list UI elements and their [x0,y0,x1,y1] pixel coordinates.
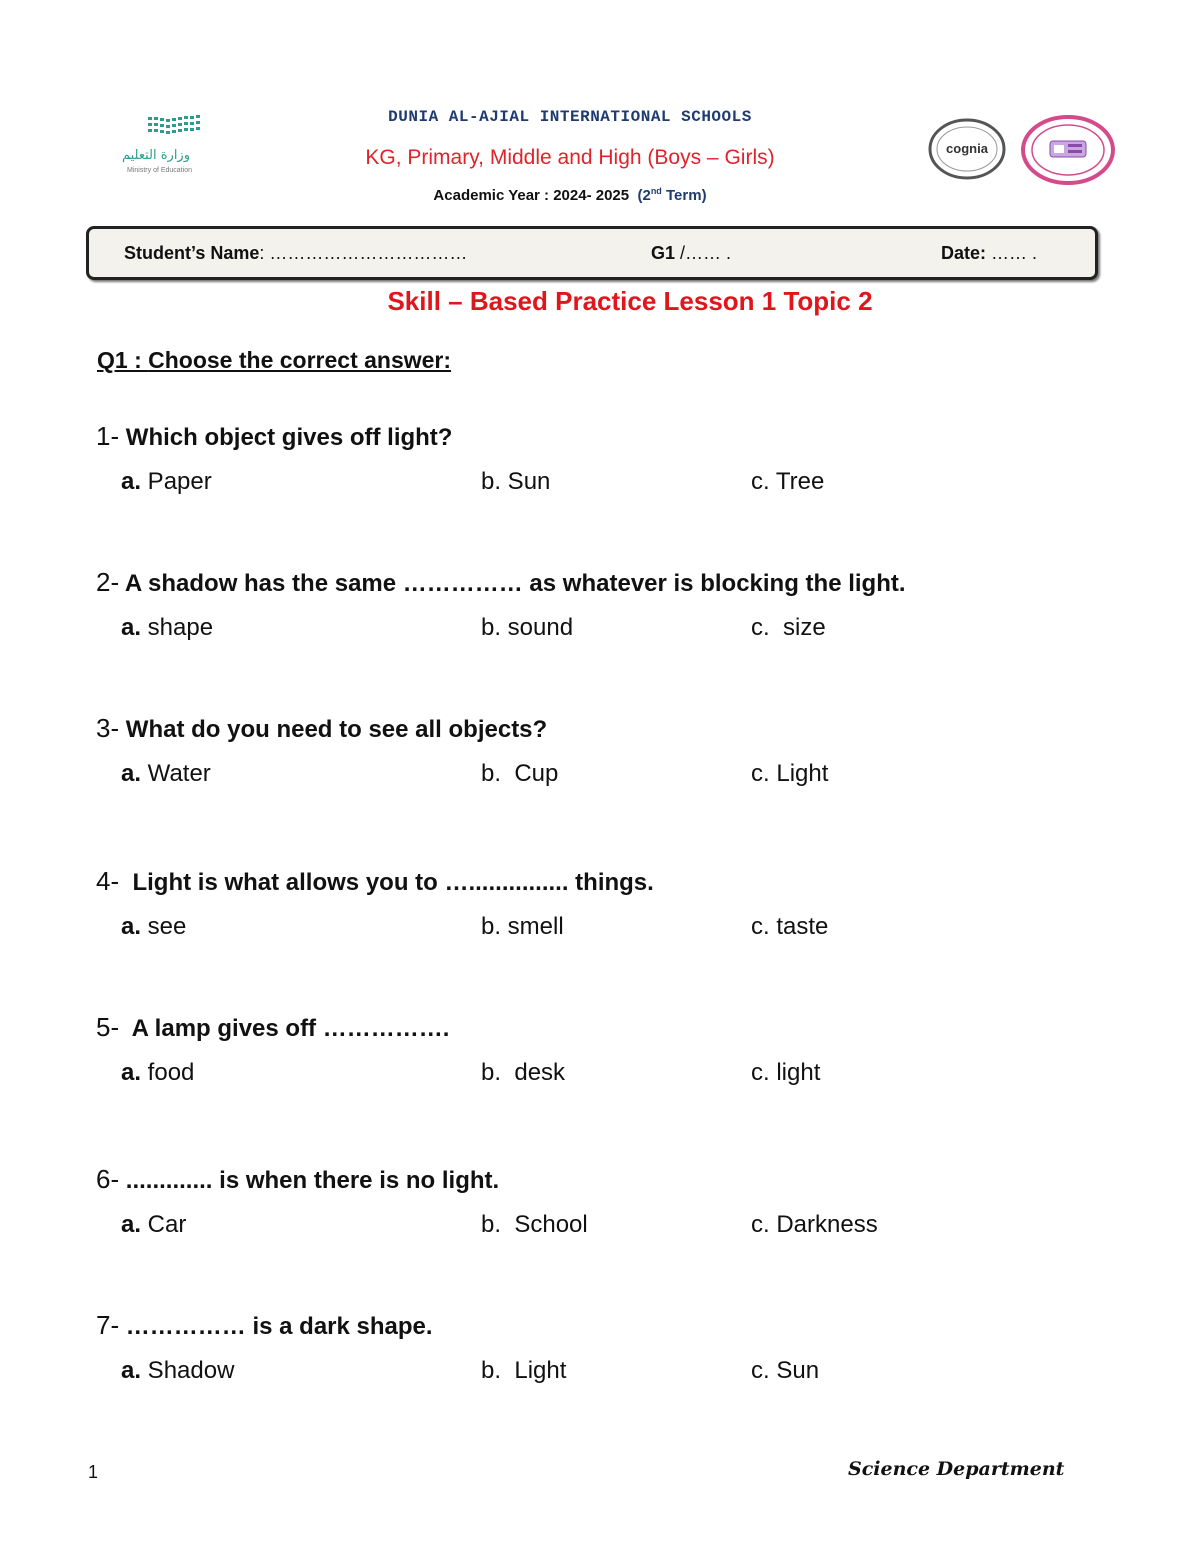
question-6 [96,1164,499,1195]
option-text: see [141,913,187,940]
class-value: /…… . [675,243,732,263]
term-suffix: nd [650,186,662,196]
question-4 [96,866,654,897]
term-number: 2 [642,187,651,204]
date-label: Date: [941,243,987,263]
option-letter: a. [121,1059,142,1086]
answer-option-a[interactable] [121,1059,194,1087]
option-letter: b. [481,614,502,641]
section-instruction: Choose the correct answer: [148,347,452,373]
option-letter: c. [751,1357,770,1384]
answer-option-c[interactable] [751,1211,878,1239]
option-letter: c. [751,913,770,940]
option-text: taste [769,913,829,940]
option-text: Shadow [141,1357,235,1384]
term-label: (2nd Term) [637,186,707,204]
question-number: 3- [96,713,120,743]
option-letter: b. [481,1059,502,1086]
question-2 [96,567,906,598]
question-number: 2- [96,567,120,597]
department-label: Science Department [848,1458,1065,1480]
option-text: Darkness [769,1211,878,1238]
answer-option-b[interactable] [481,468,550,496]
option-letter: a. [121,1357,142,1384]
option-text: Light [769,760,829,787]
answer-option-b[interactable] [481,1059,565,1087]
option-letter: a. [121,614,142,641]
answer-option-b[interactable] [481,760,558,788]
option-letter: a. [121,760,142,787]
question-text: …………… is a dark shape. [119,1313,433,1340]
class-field[interactable] [651,243,731,264]
option-letter: c. [751,468,770,495]
section-label: Q1 : [97,347,149,373]
option-text: Water [141,760,211,787]
ministry-logo-text: وزارة التعليم [121,148,190,163]
question-number: 6- [96,1164,120,1194]
answer-option-b[interactable] [481,913,564,941]
cognia-logo [928,118,1006,180]
question-number: 4- [96,866,120,896]
option-letter: c. [751,760,770,787]
question-text: A lamp gives off ……………. [119,1015,450,1042]
answer-option-a[interactable] [121,760,211,788]
option-letter: b. [481,1211,502,1238]
answer-option-a[interactable] [121,913,186,941]
option-letter: b. [481,1357,502,1384]
answer-option-b[interactable] [481,614,573,642]
answer-option-a[interactable] [121,468,212,496]
answer-option-a[interactable] [121,1211,186,1239]
answer-option-c[interactable] [751,468,824,496]
ministry-logo-subtext: Ministry of Education [127,167,192,174]
school-subtitle: KG, Primary, Middle and High (Boys – Girls) [365,146,775,169]
option-text: light [769,1059,821,1086]
option-text: Tree [769,468,825,495]
option-text: desk [501,1059,566,1086]
school-name: DUNIA AL-AJIAL INTERNATIONAL SCHOOLS [388,108,752,126]
page-number: 1 [88,1462,99,1482]
worksheet-title: Skill – Based Practice Lesson 1 Topic 2 [387,286,873,316]
question-3 [96,713,547,744]
question-text: Which object gives off light? [119,424,453,451]
answer-option-c[interactable] [751,1059,820,1087]
question-number: 5- [96,1012,120,1042]
answer-option-b[interactable] [481,1211,588,1239]
question-number: 7- [96,1310,120,1340]
question-5 [96,1012,449,1043]
question-text: A shadow has the same …………… as whatever is blocking the light. [119,570,906,597]
question-7 [96,1310,433,1341]
option-text: smell [501,913,564,940]
option-letter: b. [481,468,502,495]
school-seal-logo [1020,114,1116,186]
option-letter: a. [121,1211,142,1238]
answer-option-b[interactable] [481,1357,566,1385]
option-text: Sun [501,468,551,495]
option-text: sound [501,614,574,641]
option-letter: a. [121,468,142,495]
option-letter: b. [481,913,502,940]
answer-option-a[interactable] [121,614,213,642]
option-letter: c. [751,614,770,641]
question-number: 1- [96,421,120,451]
question-text: What do you need to see all objects? [119,716,548,743]
option-text: Sun [769,1357,820,1384]
question-text: Light is what allows you to …............... things. [119,869,654,896]
answer-option-c[interactable] [751,760,828,788]
student-info-box [86,226,1098,280]
date-value: …… . [986,243,1038,263]
student-name-field[interactable] [124,243,467,264]
option-letter: a. [121,913,142,940]
answer-option-c[interactable] [751,1357,819,1385]
answer-option-c[interactable] [751,614,826,642]
term-word: Term [665,187,702,204]
option-letter: c. [751,1211,770,1238]
answer-option-a[interactable] [121,1357,234,1385]
option-text: size [769,614,826,641]
section-heading [97,347,451,374]
cognia-logo-text: cognia [946,141,988,156]
option-letter: c. [751,1059,770,1086]
option-text: Light [501,1357,567,1384]
student-name-value: : …………………………… [259,243,468,263]
option-letter: b. [481,760,502,787]
academic-year [0,186,1140,204]
academic-year-text: Academic Year : 2024- 2025 [433,187,630,204]
option-text: Car [141,1211,187,1238]
student-name-label: Student’s Name [124,243,260,263]
question-1 [96,421,452,452]
question-text: ............. is when there is no light. [119,1167,500,1194]
option-text: food [141,1059,195,1086]
option-text: shape [141,614,214,641]
option-text: Cup [501,760,559,787]
answer-option-c[interactable] [751,913,828,941]
option-text: School [501,1211,588,1238]
school-seal-icon [1020,114,1116,186]
date-field[interactable] [941,243,1037,264]
option-text: Paper [141,468,212,495]
class-label: G1 [651,243,676,263]
